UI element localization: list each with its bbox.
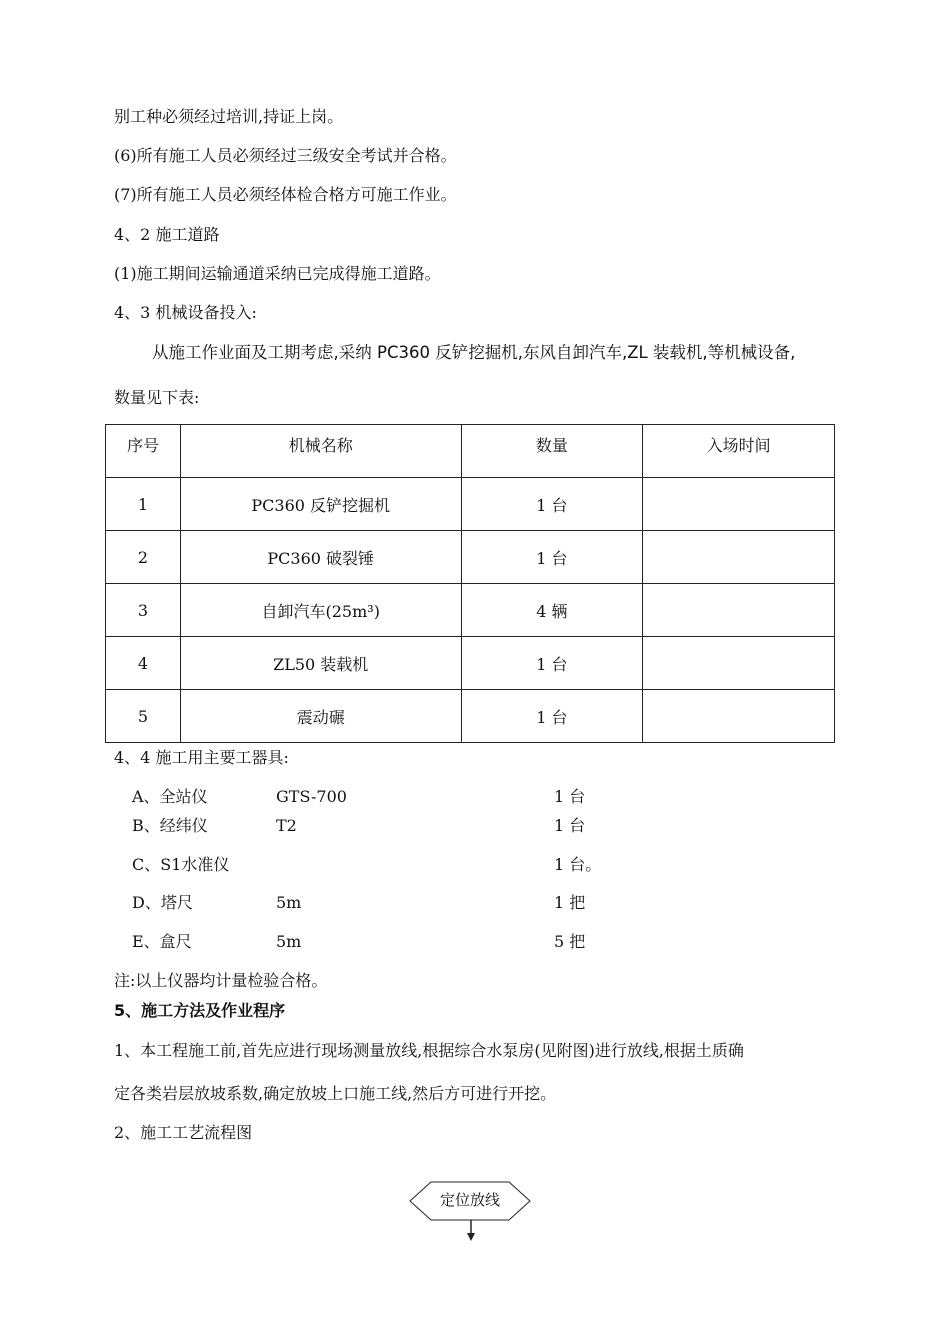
para-quantity-table: 数量见下表:	[114, 388, 200, 407]
heading-section-5: 5、施工方法及作业程序	[114, 1001, 286, 1020]
tool-model: GTS-700	[276, 787, 347, 806]
header-cell: 序号	[106, 425, 181, 478]
table-cell: 4 辆	[461, 584, 643, 637]
table-cell: PC360 破裂锤	[180, 531, 461, 584]
tool-qty: 1 台	[554, 787, 586, 806]
table-row	[106, 584, 835, 637]
tool-name: C、S1水准仪	[132, 855, 230, 874]
heading-4-4: 4、4 施工用主要工器具:	[114, 748, 289, 767]
table-cell	[643, 584, 835, 637]
table-cell	[643, 531, 835, 584]
header-cell: 机械名称	[180, 425, 461, 478]
tool-name: A、全站仪	[132, 787, 208, 806]
table-cell: PC360 反铲挖掘机	[180, 478, 461, 531]
para-survey-line-1: 1、本工程施工前,首先应进行现场测量放线,根据综合水泵房(见附图)进行放线,根据土质确	[114, 1041, 744, 1060]
para-flowchart-title: 2、施工工艺流程图	[114, 1123, 253, 1142]
table-cell	[643, 478, 835, 531]
table-row	[106, 478, 835, 531]
heading-4-2: 4、2 施工道路	[114, 225, 220, 244]
table-cell: 2	[106, 531, 181, 584]
para-training: 别工种必须经过培训,持证上岗。	[114, 107, 344, 126]
tool-model: T2	[276, 816, 297, 835]
para-survey-line-2: 定各类岩层放坡系数,确定放坡上口施工线,然后方可进行开挖。	[114, 1084, 557, 1103]
flowchart-start-label: 定位放线	[439, 1191, 500, 1209]
flowchart-start-node	[409, 1181, 531, 1221]
equipment-table	[105, 424, 835, 743]
table-row	[106, 531, 835, 584]
table-cell: 自卸汽车(25m³)	[180, 584, 461, 637]
table-cell: ZL50 装载机	[180, 637, 461, 690]
tool-model: 5m	[276, 932, 302, 951]
tool-qty: 1 把	[554, 893, 586, 912]
table-cell: 1	[106, 478, 181, 531]
tool-qty: 5 把	[554, 932, 586, 951]
heading-4-3: 4、3 机械设备投入:	[114, 303, 257, 322]
table-cell: 1 台	[461, 531, 643, 584]
table-cell	[643, 690, 835, 743]
table-header-row	[106, 425, 835, 478]
tool-qty: 1 台。	[554, 855, 602, 874]
header-cell: 数量	[461, 425, 643, 478]
tools-note: 注:以上仪器均计量检验合格。	[114, 971, 328, 990]
tool-name: E、盒尺	[132, 932, 192, 951]
table-cell: 3	[106, 584, 181, 637]
table-cell: 1 台	[461, 637, 643, 690]
header-cell: 入场时间	[643, 425, 835, 478]
tool-model: 5m	[276, 893, 302, 912]
tool-name: D、塔尺	[132, 893, 193, 912]
table-row	[106, 690, 835, 743]
table-cell: 5	[106, 690, 181, 743]
para-medical-check: (7)所有施工人员必须经体检合格方可施工作业。	[114, 185, 457, 204]
table-cell	[643, 637, 835, 690]
para-safety-exam: (6)所有施工人员必须经过三级安全考试并合格。	[114, 146, 457, 165]
tool-qty: 1 台	[554, 816, 586, 835]
para-road: (1)施工期间运输通道采纳已完成得施工道路。	[114, 264, 441, 283]
table-cell: 1 台	[461, 478, 643, 531]
table-row	[106, 637, 835, 690]
table-cell: 1 台	[461, 690, 643, 743]
flowchart-down-arrow-icon	[465, 1220, 477, 1242]
table-cell: 4	[106, 637, 181, 690]
table-cell: 震动碾	[180, 690, 461, 743]
para-equipment-intro: 从施工作业面及工期考虑,采纳 PC360 反铲挖掘机,东风自卸汽车,ZL 装载机,等机械设备,	[152, 343, 796, 362]
tool-name: B、经纬仪	[132, 816, 208, 835]
